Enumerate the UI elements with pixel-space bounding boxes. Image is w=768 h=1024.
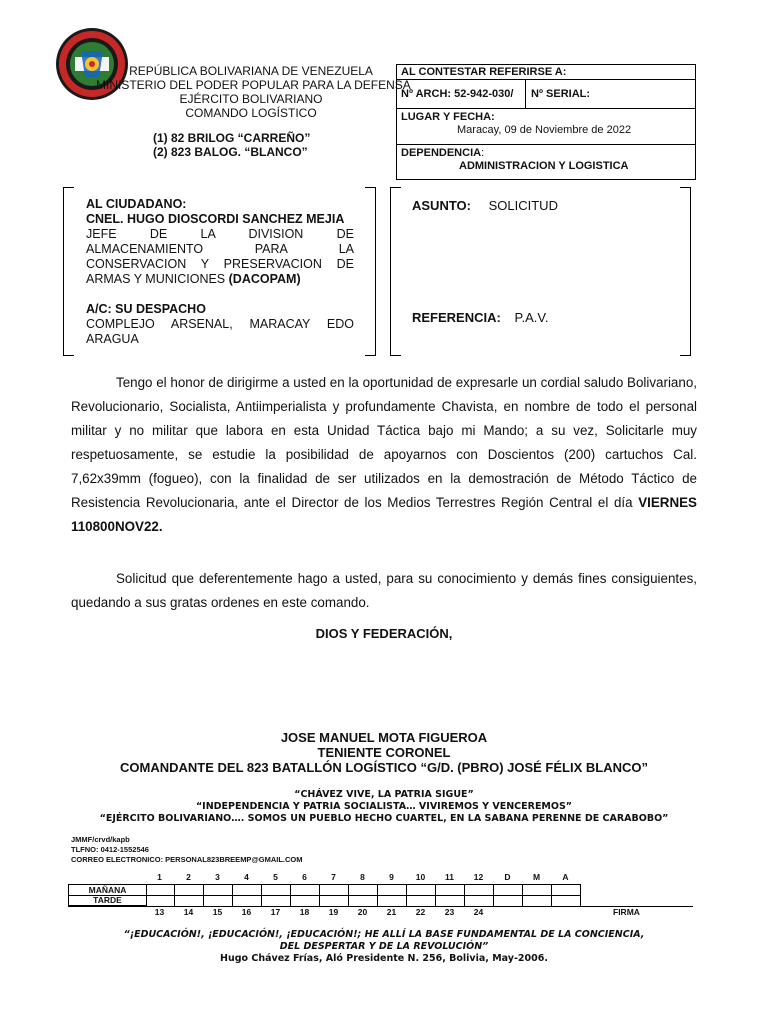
asunto-value: SOLICITUD — [488, 198, 558, 213]
grid-cell — [551, 884, 581, 895]
phone: TLFNO: 0412-1552546 — [71, 845, 149, 854]
addressee-title-line: JEFE DE LA DIVISION DE — [86, 227, 354, 241]
body-paragraph-1-text: Tengo el honor de dirigirme a usted en la oportunidad de expresarle un cordial saludo Bolivariano, Revolucionario, Socialista, Antiimperialista y profundamente Chavista, en nombre de todo el personal militar y no militar que labora en esta Unidad Táctica bajo mi Mando; a su vez, Solicitarle muy respetuosamente, se estudie la posibilidad de apoyarnos con Doscientos (200) cartuchos Cal. 7,62x39mm (fogueo), con la finalidad de ser utilizados en la demostración de Método Táctico de Resistencia Revolucionaria, ante el Director de los Medios Terrestres Región Central el día — [71, 375, 697, 510]
grid-cell — [203, 884, 233, 895]
slogan-line: “EJÉRCITO BOLIVARIANO…. SOMOS UN PUEBLO HECHO CUARTEL, EN LA SABANA PERENNE DE CARABOBO” — [99, 813, 669, 824]
grid-cell — [290, 895, 320, 906]
grid-bottom-number: 19 — [328, 907, 339, 917]
grid-bottom-number: 23 — [444, 907, 455, 917]
grid-cell — [406, 884, 436, 895]
referencia-row — [412, 310, 548, 325]
grid-cell — [174, 884, 204, 895]
grid-top-number: 4 — [244, 872, 249, 882]
grid-bottom-number: 24 — [473, 907, 484, 917]
grid-cell — [493, 895, 523, 906]
grid-top-number: 9 — [389, 872, 394, 882]
to-label: AL CIUDADANO: — [86, 197, 187, 211]
grid-bottom-number: 22 — [415, 907, 426, 917]
grid-cell — [493, 884, 523, 895]
dependencia-colon: : — [481, 147, 485, 159]
grid-cell — [203, 895, 233, 906]
contestar-label: AL CONTESTAR REFERIRSE A: — [401, 66, 567, 78]
grid-top-number: 8 — [360, 872, 365, 882]
lugar-value: Maracay, 09 de Noviembre de 2022 — [457, 124, 632, 136]
grid-cell — [290, 884, 320, 895]
grid-top-number: 12 — [473, 872, 484, 882]
grid-top-number: 10 — [415, 872, 426, 882]
grid-cell — [435, 895, 465, 906]
grid-top-number: 1 — [157, 872, 162, 882]
unit-line-1: (1) 82 BRILOG “CARREÑO” — [153, 131, 311, 145]
grid-top-number: A — [562, 872, 569, 882]
grid-top-number: D — [504, 872, 511, 882]
row-label-tarde: TARDE — [68, 895, 147, 906]
quote-line-2: DEL DESPERTAR Y DE LA REVOLUCIÓN” — [279, 941, 489, 952]
asunto-row — [412, 198, 558, 213]
grid-top-number: 7 — [331, 872, 336, 882]
header-command: COMANDO LOGÍSTICO — [185, 106, 317, 120]
grid-top-number: 2 — [186, 872, 191, 882]
address-bracket-left — [63, 187, 74, 356]
asunto-label: ASUNTO: — [412, 198, 471, 213]
header-army: EJÉRCITO BOLIVARIANO — [179, 92, 323, 106]
grid-cell — [464, 884, 494, 895]
reference-box — [396, 64, 696, 180]
grid-top-number: 3 — [215, 872, 220, 882]
grid-cell — [145, 884, 175, 895]
body-paragraph-1 — [71, 371, 697, 539]
closing-salutation: DIOS Y FEDERACIÓN, — [315, 626, 453, 641]
grid-cell — [232, 884, 262, 895]
ac-label: A/C: SU DESPACHO — [86, 302, 206, 316]
arch-number: Nº ARCH: 52-942-030/ — [401, 88, 514, 100]
location-line-1: COMPLEJO ARSENAL, MARACAY EDO — [86, 317, 354, 331]
grid-bottom-number: 13 — [154, 907, 165, 917]
grid-bottom-number: 17 — [270, 907, 281, 917]
header-republic: REPÚBLICA BOLIVARIANA DE VENEZUELA — [129, 64, 373, 78]
signer-rank: TENIENTE CORONEL — [317, 745, 451, 760]
body-paragraph-1-date: VIERNES 110800NOV22. — [71, 495, 697, 534]
grid-cell — [406, 895, 436, 906]
grid-cell — [464, 895, 494, 906]
referencia-value: P.A.V. — [514, 310, 549, 325]
grid-cell — [348, 884, 378, 895]
grid-cell — [145, 895, 175, 906]
referencia-label: REFERENCIA: — [412, 310, 501, 325]
grid-cell — [522, 884, 552, 895]
addressee-block — [86, 197, 354, 347]
addressee-title-line: ALMACENAMIENTO PARA LA — [86, 242, 354, 256]
dependencia-value: ADMINISTRACION Y LOGISTICA — [459, 160, 629, 172]
grid-top-number: M — [532, 872, 541, 882]
unit-line-2: (2) 823 BALOG. “BLANCO” — [153, 145, 308, 159]
grid-baseline — [68, 906, 693, 907]
grid-top-number: 11 — [445, 872, 454, 882]
grid-cell — [551, 895, 581, 906]
header-ministry: MINISTERIO DEL PODER POPULAR PARA LA DEFENSA — [96, 78, 411, 92]
grid-cell — [319, 884, 349, 895]
quote-line-1: “¡EDUCACIÓN!, ¡EDUCACIÓN!, ¡EDUCACIÓN!; HE ALLÍ LA BASE FUNDAMENTAL DE LA CONCIENCIA, — [123, 929, 645, 940]
dependencia-label: DEPENDENCIA — [401, 147, 482, 159]
signer-position: COMANDANTE DEL 823 BATALLÓN LOGÍSTICO “G/D. (PBRO) JOSÉ FÉLIX BLANCO” — [120, 760, 648, 775]
serial-number: Nº SERIAL: — [531, 88, 591, 100]
initials: JMMF/crvd/kapb — [71, 835, 130, 844]
grid-bottom-number: 20 — [357, 907, 368, 917]
subject-bracket-left — [390, 187, 401, 356]
grid-cell — [174, 895, 204, 906]
body-paragraph-2: Solicitud que deferentemente hago a usted, para su conocimiento y demás fines consiguientes, quedando a sus gratas ordenes en este comando. — [71, 571, 697, 610]
addressee-acronym: (DACOPAM) — [228, 272, 301, 286]
addressee-name: CNEL. HUGO DIOSCORDI SANCHEZ MEJIA — [86, 212, 345, 226]
grid-bottom-number: 14 — [183, 907, 194, 917]
addressee-title-last: ARMAS Y MUNICIONES — [86, 272, 229, 286]
grid-cell — [261, 884, 291, 895]
subject-bracket-right — [680, 187, 691, 356]
grid-cell — [377, 884, 407, 895]
lugar-label: LUGAR Y FECHA: — [401, 111, 495, 123]
grid-cell — [377, 895, 407, 906]
row-label-manana: MAÑANA — [68, 884, 147, 896]
slogan-line: “INDEPENDENCIA Y PATRIA SOCIALISTA… VIVIREMOS Y VENCEREMOS” — [195, 801, 573, 812]
grid-cell — [261, 895, 291, 906]
address-bracket-right — [365, 187, 376, 356]
location-line-2: ARAGUA — [86, 332, 139, 346]
grid-top-number: 6 — [302, 872, 307, 882]
quote-attribution: Hugo Chávez Frías, Aló Presidente N. 256, Bolivia, May-2006. — [220, 953, 548, 964]
slogan-line: “CHÁVEZ VIVE, LA PATRIA SIGUE” — [294, 789, 474, 800]
email: CORREO ELECTRONICO: PERSONAL823BREEMP@GMAIL.COM — [71, 855, 303, 864]
grid-top-number: 5 — [273, 872, 278, 882]
grid-cell — [348, 895, 378, 906]
grid-cell — [232, 895, 262, 906]
grid-bottom-number: 16 — [241, 907, 252, 917]
grid-bottom-number: 15 — [212, 907, 223, 917]
signer-name: JOSE MANUEL MOTA FIGUEROA — [280, 730, 488, 745]
grid-cell — [522, 895, 552, 906]
grid-bottom-number: 18 — [299, 907, 310, 917]
grid-cell — [435, 884, 465, 895]
addressee-title-line: CONSERVACION Y PRESERVACION DE — [86, 257, 354, 271]
firma-label: FIRMA — [613, 907, 640, 917]
grid-bottom-number: 21 — [386, 907, 397, 917]
grid-cell — [319, 895, 349, 906]
